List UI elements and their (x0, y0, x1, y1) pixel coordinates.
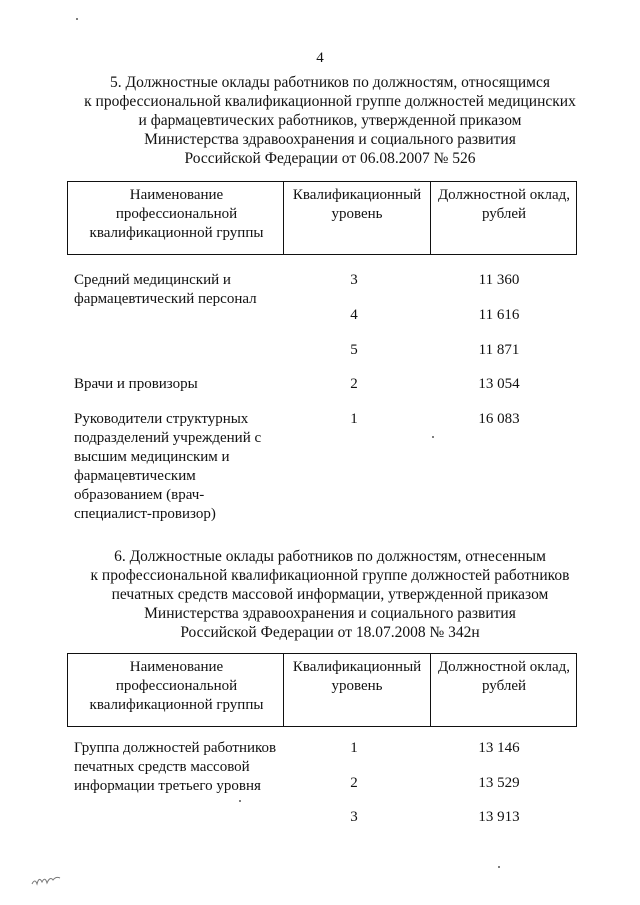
column-divider (430, 182, 431, 254)
section5-title-line: Министерства здравоохранения и социального развития (144, 131, 516, 148)
header-level: Квалификационный уровень (292, 659, 422, 694)
header-group: Наименование профессиональной квалификационной группы (89, 187, 264, 241)
table-row-level: 1 (350, 411, 358, 427)
table-row-salary: 13 054 (478, 376, 520, 392)
section5-title-line: 5. Должностные оклады работников по должностям, относящимся (110, 74, 550, 91)
table-row-level: 4 (350, 307, 358, 323)
section5-title-line: и фармацевтических работников, утвержденной приказом (138, 112, 522, 129)
page-number: 4 (316, 50, 324, 66)
section5-table-header (67, 181, 577, 255)
table-row-level: 2 (350, 775, 358, 791)
column-divider (430, 654, 431, 726)
header-group: Наименование профессиональной квалификационной группы (89, 659, 264, 713)
table-row-salary: 13 529 (478, 775, 520, 791)
section5-title (60, 73, 600, 168)
table-row-group: Средний медицинский и фармацевтический персонал (74, 272, 257, 307)
scan-speck (498, 866, 500, 868)
scan-speck (432, 436, 434, 438)
table-row-level: 3 (350, 809, 358, 825)
scan-speck (76, 18, 78, 20)
table-row-level: 2 (350, 376, 358, 392)
table-row-group: Руководители структурных подразделений учреждений с высшим медицинским и фармацевтическим образованием (врач-специалист-провизор) (74, 411, 262, 522)
table-row-salary: 11 616 (478, 307, 520, 323)
table-row-level: 3 (350, 272, 358, 288)
section6-title-line: 6. Должностные оклады работников по должностям, отнесенным (114, 548, 546, 565)
table-row-salary: 16 083 (478, 411, 520, 427)
section6-title-line: Министерства здравоохранения и социального развития (144, 605, 516, 622)
section6-title-line: к профессиональной квалификационной группе должностей работников (90, 567, 570, 584)
table-row-group: Врачи и провизоры (74, 376, 198, 392)
section6-title-line: Российской Федерации от 18.07.2008 № 342н (180, 624, 480, 641)
section6-title-line: печатных средств массовой информации, утвержденной приказом (111, 586, 549, 603)
scan-speck (239, 800, 241, 802)
table-row-group: Группа должностей работников печатных средств массовой информации третьего уровня (74, 740, 277, 794)
section5-title-line: к профессиональной квалификационной группе должностей медицинских (84, 93, 576, 110)
table-row-salary: 11 871 (478, 342, 520, 358)
table-row-level: 5 (350, 342, 358, 358)
header-level: Квалификационный уровень (292, 187, 422, 222)
section6-title (60, 547, 600, 642)
table-row-salary: 13 146 (478, 740, 520, 756)
table-row-level: 1 (350, 740, 358, 756)
section6-table-header (67, 653, 577, 727)
handwritten-mark (30, 868, 70, 890)
header-salary: Должностной оклад, рублей (437, 187, 571, 222)
header-salary: Должностной оклад, рублей (437, 659, 571, 694)
table-row-salary: 11 360 (478, 272, 520, 288)
table-row-salary: 13 913 (478, 809, 520, 825)
section5-title-line: Российской Федерации от 06.08.2007 № 526 (184, 150, 476, 167)
